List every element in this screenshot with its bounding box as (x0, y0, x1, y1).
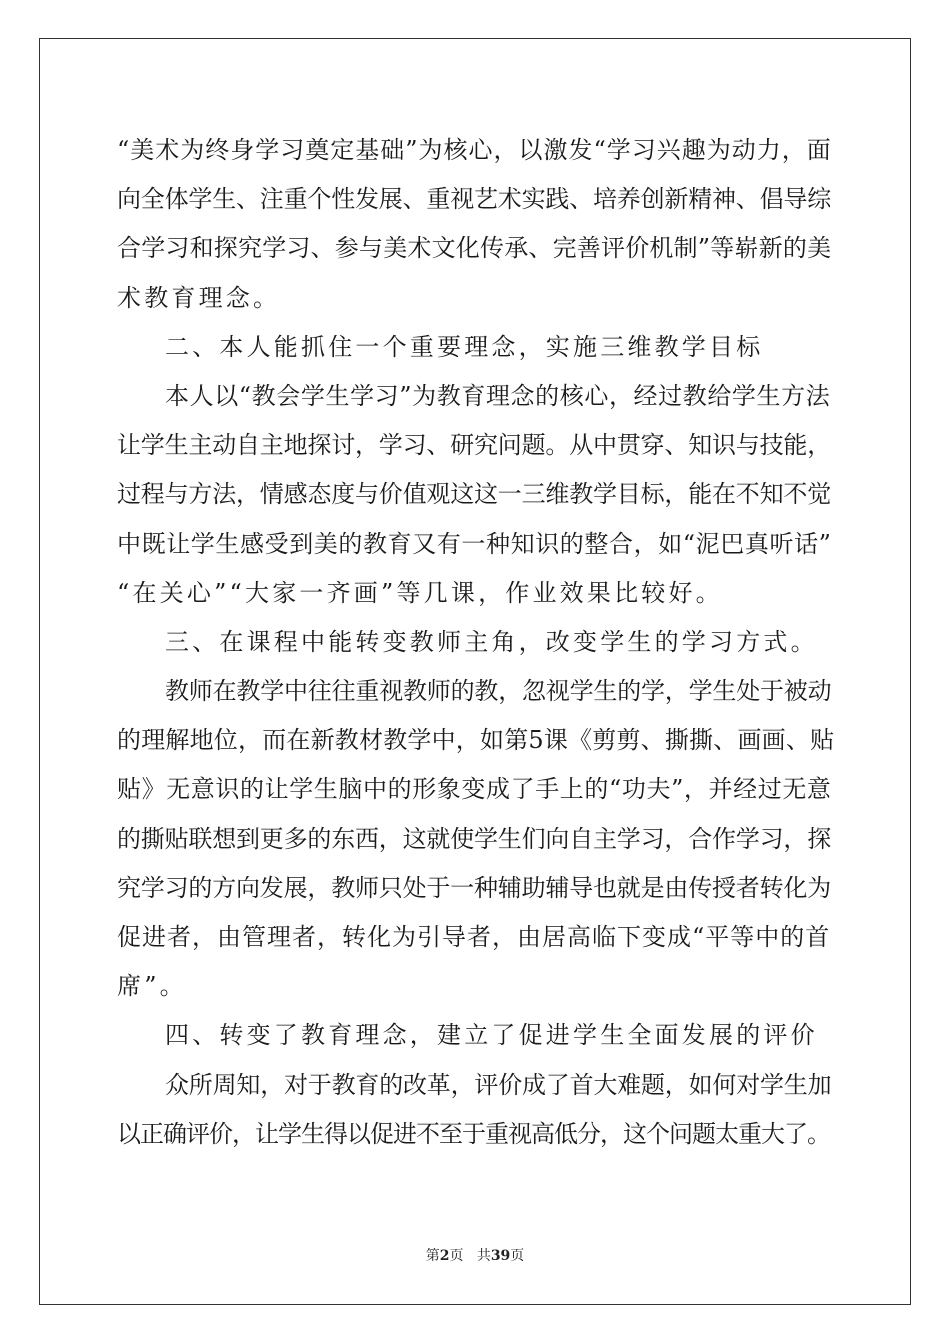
page-footer (0, 1245, 950, 1265)
text-line: 本人以“教会学生学习”为教育理念的核心，经过教给学生方法 (165, 381, 831, 410)
footer-total-suffix: 页 (510, 1248, 525, 1264)
footer-page-prefix: 第 (425, 1248, 440, 1264)
text-line: 的理解地位，而在新教材教学中，如第5课《剪剪、撕撕、画画、贴 (117, 726, 835, 755)
footer-page-suffix: 页 (449, 1248, 464, 1264)
document-body (117, 126, 835, 1159)
text-line: 过程与方法，情感态度与价值观这这一三维教学目标，能在不知不觉 (117, 480, 831, 509)
text-line: 向全体学生、注重个性发展、重视艺术实践、培养创新精神、倡导综 (117, 185, 831, 214)
text-line: “美术为终身学习奠定基础”为核心，以激发“学习兴趣为动力，面 (117, 136, 832, 164)
text-line: 教师在教学中往往重视教师的教，忽视学生的学，学生处于被动 (165, 677, 832, 706)
footer-total-prefix: 共 (476, 1248, 491, 1264)
text-line: 术教育理念。 (117, 283, 281, 312)
text-line: 众所周知，对于教育的改革，评价成了首大难题，如何对学生加 (165, 1070, 832, 1099)
text-line: 的撕贴联想到更多的东西，这就使学生们向自主学习，合作学习，探 (117, 824, 831, 853)
text-line: 四、转变了教育理念，建立了促进学生全面发展的评价 (165, 1021, 818, 1050)
text-line: 让学生主动自主地探讨，学习、研究问题。从中贯穿、知识与技能， (117, 431, 831, 460)
text-line: 合学习和探究学习、参与美术文化传承、完善评价机制”等崭新的美 (117, 234, 832, 263)
text-line: 席”。 (117, 972, 187, 1001)
footer-current-page: 2 (439, 1248, 450, 1264)
text-line: “在关心”“大家一齐画”等几课，作业效果比较好。 (117, 578, 723, 607)
text-line: 二、本人能抓住一个重要理念，实施三维教学目标 (165, 332, 764, 361)
text-line: 促进者，由管理者，转化为引导者，由居高临下变成“平等中的首 (117, 923, 831, 951)
text-line: 中既让学生感受到美的教育又有一种知识的整合，如“泥巴真听话” (117, 529, 832, 558)
footer-total-pages: 39 (490, 1248, 511, 1264)
text-line: 三、在课程中能转变教师主角，改变学生的学习方式。 (165, 627, 818, 656)
text-line: 以正确评价，让学生得以促进不至于重视高低分，这个问题太重大了。 (117, 1119, 830, 1148)
text-line: 贴》无意识的让学生脑中的形象变成了手上的“功夫”，并经过无意 (117, 775, 832, 804)
text-line: 究学习的方向发展，教师只处于一种辅助辅导也就是由传授者转化为 (117, 873, 831, 902)
